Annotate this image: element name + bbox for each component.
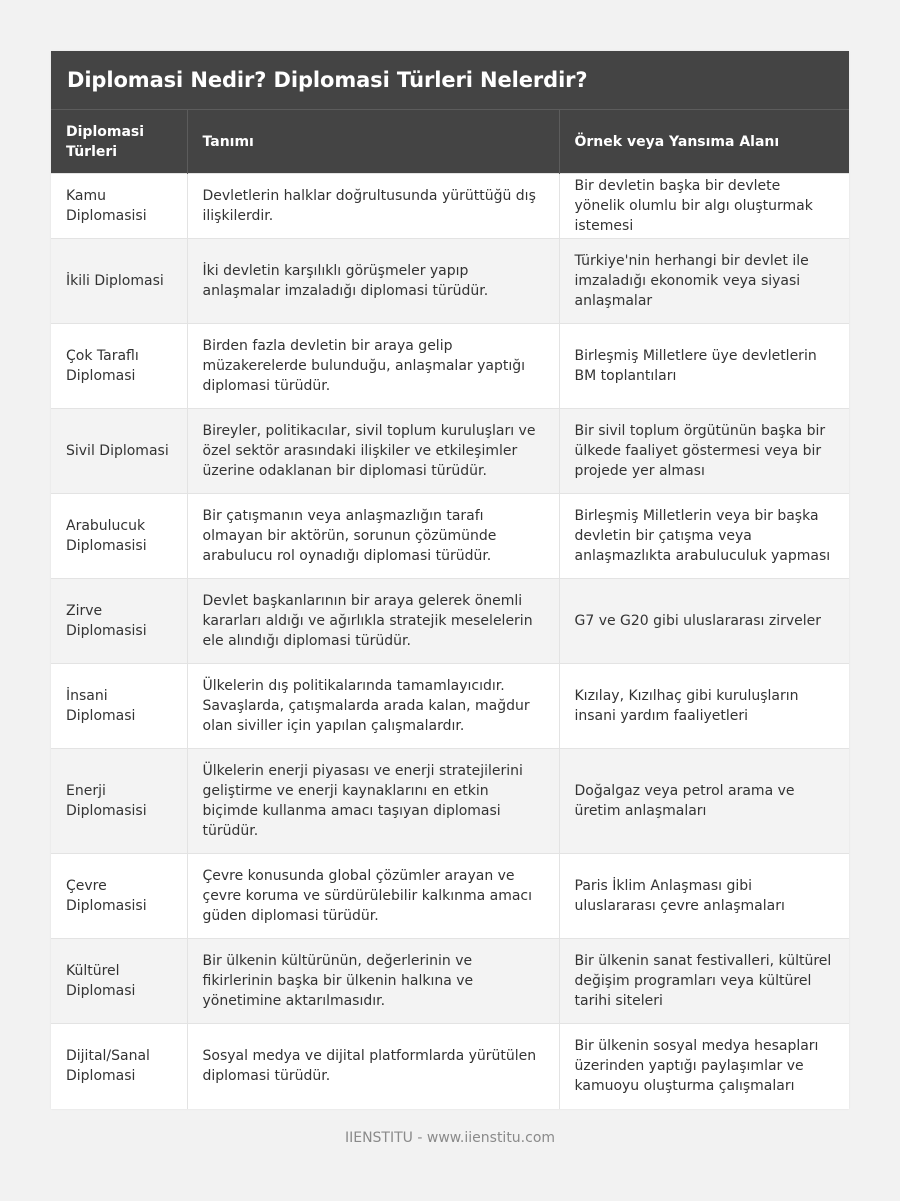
cell-type: Sivil Diplomasi: [51, 409, 187, 494]
table-row: [51, 409, 849, 494]
diplomacy-types-table: [51, 109, 849, 1109]
cell-example: Bir devletin başka bir devlete yönelik olumlu bir algı oluşturmak istemesi: [559, 174, 849, 239]
cell-example: Birleşmiş Milletlere üye devletlerin BM toplantıları: [559, 324, 849, 409]
cell-type: İkili Diplomasi: [51, 239, 187, 324]
cell-example: Doğalgaz veya petrol arama ve üretim anlaşmaları: [559, 749, 849, 854]
cell-example: G7 ve G20 gibi uluslararası zirveler: [559, 579, 849, 664]
table-body: [51, 174, 849, 1109]
table-header: [51, 110, 849, 174]
table-row: [51, 939, 849, 1024]
cell-type: Enerji Diplomasisi: [51, 749, 187, 854]
cell-definition: Devletlerin halklar doğrultusunda yürüttüğü dış ilişkilerdir.: [187, 174, 559, 239]
header-diplomacy-types: Diplomasi Türleri: [51, 110, 187, 174]
cell-example: Bir ülkenin sanat festivalleri, kültürel değişim programları veya kültürel tarihi siteleri: [559, 939, 849, 1024]
cell-definition: Devlet başkanlarının bir araya gelerek önemli kararları aldığı ve ağırlıkla stratejik meselelerin ele alındığı diplomasi türüdür.: [187, 579, 559, 664]
diplomacy-table-card: [51, 51, 849, 1109]
cell-example: Paris İklim Anlaşması gibi uluslararası çevre anlaşmaları: [559, 854, 849, 939]
cell-definition: Sosyal medya ve dijital platformlarda yürütülen diplomasi türüdür.: [187, 1024, 559, 1109]
title-bar: [51, 51, 849, 109]
cell-type: Zirve Diplomasisi: [51, 579, 187, 664]
table-row: [51, 174, 849, 239]
table-row: [51, 579, 849, 664]
cell-type: Çevre Diplomasisi: [51, 854, 187, 939]
cell-definition: Ülkelerin dış politikalarında tamamlayıcıdır. Savaşlarda, çatışmalarda arada kalan, mağdur olan siviller için yapılan çalışmalardır.: [187, 664, 559, 749]
cell-definition: İki devletin karşılıklı görüşmeler yapıp anlaşmalar imzaladığı diplomasi türüdür.: [187, 239, 559, 324]
table-row: [51, 1024, 849, 1109]
cell-definition: Bireyler, politikacılar, sivil toplum kuruluşları ve özel sektör arasındaki ilişkiler ve etkileşimler üzerine odaklanan bir diplomasi türüdür.: [187, 409, 559, 494]
table-row: [51, 854, 849, 939]
page-title: Diplomasi Nedir? Diplomasi Türleri Nelerdir?: [67, 68, 588, 92]
cell-type: Kültürel Diplomasi: [51, 939, 187, 1024]
cell-example: Bir sivil toplum örgütünün başka bir ülkede faaliyet göstermesi veya bir projede yer alması: [559, 409, 849, 494]
cell-type: Kamu Diplomasisi: [51, 174, 187, 239]
cell-example: Türkiye'nin herhangi bir devlet ile imzaladığı ekonomik veya siyasi anlaşmalar: [559, 239, 849, 324]
cell-type: Çok Taraflı Diplomasi: [51, 324, 187, 409]
table-row: [51, 239, 849, 324]
cell-definition: Birden fazla devletin bir araya gelip müzakerelerde bulunduğu, anlaşmalar yaptığı diplomasi türüdür.: [187, 324, 559, 409]
header-row: [51, 110, 849, 174]
header-definition: Tanımı: [187, 110, 559, 174]
cell-definition: Bir ülkenin kültürünün, değerlerinin ve fikirlerinin başka bir ülkenin halkına ve yönetimine aktarılmasıdır.: [187, 939, 559, 1024]
cell-definition: Çevre konusunda global çözümler arayan ve çevre koruma ve sürdürülebilir kalkınma amacı güden diplomasi türüdür.: [187, 854, 559, 939]
cell-example: Kızılay, Kızılhaç gibi kuruluşların insani yardım faaliyetleri: [559, 664, 849, 749]
table-row: [51, 664, 849, 749]
table-row: [51, 494, 849, 579]
cell-example: Bir ülkenin sosyal medya hesapları üzerinden yaptığı paylaşımlar ve kamuoyu oluşturma çalışmaları: [559, 1024, 849, 1109]
cell-type: Dijital/Sanal Diplomasi: [51, 1024, 187, 1109]
cell-definition: Ülkelerin enerji piyasası ve enerji stratejilerini geliştirme ve enerji kaynaklarını en etkin biçimde kullanma amacı taşıyan diplomasi türüdür.: [187, 749, 559, 854]
table-row: [51, 324, 849, 409]
header-example: Örnek veya Yansıma Alanı: [559, 110, 849, 174]
cell-example: Birleşmiş Milletlerin veya bir başka devletin bir çatışma veya anlaşmazlıkta arabuluculuk yapması: [559, 494, 849, 579]
table-row: [51, 749, 849, 854]
footer-credit: IIENSTITU - www.iienstitu.com: [344, 1130, 556, 1146]
cell-type: İnsani Diplomasi: [51, 664, 187, 749]
cell-type: Arabulucuk Diplomasisi: [51, 494, 187, 579]
cell-definition: Bir çatışmanın veya anlaşmazlığın tarafı olmayan bir aktörün, sorunun çözümünde arabulucu rol oynadığı diplomasi türüdür.: [187, 494, 559, 579]
